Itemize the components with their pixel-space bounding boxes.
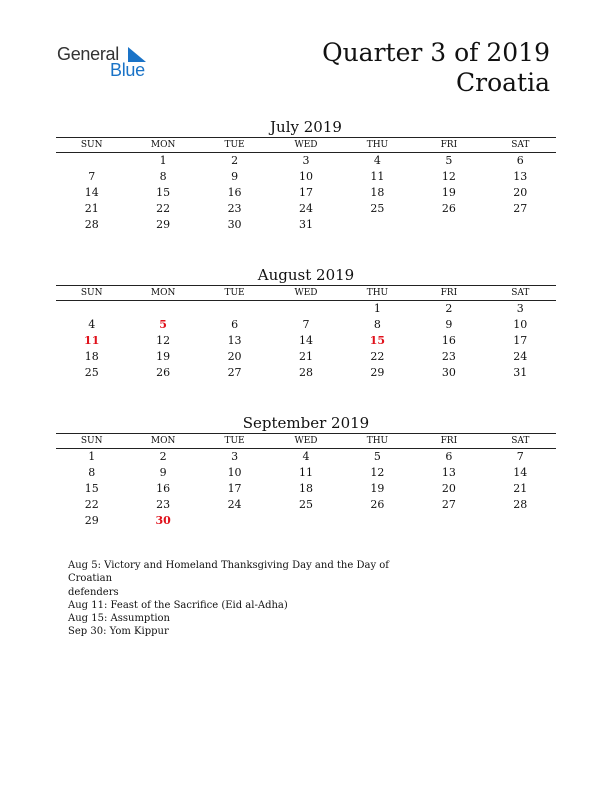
day-cell: 9 <box>159 466 167 479</box>
weekday-label: TUE <box>224 436 245 446</box>
weekday-label: THU <box>366 288 389 298</box>
day-cell: 31 <box>513 366 528 379</box>
month-title: September 2019 <box>242 414 370 432</box>
day-cell: 1 <box>88 450 96 463</box>
day-cell: 2 <box>445 302 453 315</box>
empty-day-cell <box>413 217 484 233</box>
day-cell: 8 <box>159 170 167 183</box>
day-cell: 14 <box>513 466 528 479</box>
holiday-note: Aug 15: Assumption <box>68 613 171 625</box>
day-cell: 4 <box>373 154 381 167</box>
day-cell: 7 <box>302 318 310 331</box>
weekday-label: SAT <box>511 140 530 150</box>
day-cell: 24 <box>298 202 313 215</box>
weekday-label: SAT <box>511 436 530 446</box>
day-cell: 26 <box>370 498 385 511</box>
day-cell: 8 <box>373 318 381 331</box>
day-cell: 19 <box>156 350 171 363</box>
day-cell: 11 <box>370 170 385 183</box>
day-cell: 29 <box>370 366 385 379</box>
empty-day-cell <box>342 217 413 233</box>
day-cell: 16 <box>227 186 242 199</box>
day-grid <box>56 301 556 381</box>
day-cell: 18 <box>298 482 313 495</box>
day-cell: 20 <box>227 350 242 363</box>
day-cell: 14 <box>298 334 313 347</box>
empty-day-cell <box>485 217 556 233</box>
holiday-note: Sep 30: Yom Kippur <box>68 626 169 638</box>
day-cell: 10 <box>513 318 528 331</box>
day-cell: 17 <box>298 186 313 199</box>
day-cell: 4 <box>88 318 96 331</box>
day-cell: 13 <box>227 334 242 347</box>
logo-text-blue: Blue <box>110 60 145 80</box>
empty-day-cell <box>413 513 484 529</box>
title-country: Croatia <box>456 68 550 97</box>
title-quarter: Quarter 3 of 2019 <box>322 38 550 67</box>
weekday-label: SUN <box>80 288 103 298</box>
day-cell: 13 <box>441 466 456 479</box>
empty-day-cell <box>127 301 198 317</box>
day-cell: 22 <box>156 202 171 215</box>
day-cell: 28 <box>84 218 99 231</box>
day-cell: 22 <box>370 350 385 363</box>
day-cell: 3 <box>516 302 524 315</box>
day-cell: 4 <box>302 450 310 463</box>
day-cell: 9 <box>445 318 453 331</box>
month-title: August 2019 <box>257 266 355 284</box>
day-cell: 16 <box>156 482 171 495</box>
day-cell: 27 <box>441 498 456 511</box>
day-cell: 13 <box>513 170 528 183</box>
page-title <box>322 38 550 98</box>
weekday-header <box>56 434 556 448</box>
weekday-label: FRI <box>440 140 458 150</box>
day-cell: 24 <box>513 350 528 363</box>
day-cell: 23 <box>227 202 242 215</box>
month-july <box>56 117 556 233</box>
weekday-label: WED <box>294 288 318 298</box>
day-cell: 15 <box>84 482 99 495</box>
empty-day-cell <box>199 513 270 529</box>
day-grid <box>56 153 556 233</box>
empty-day-cell <box>199 301 270 317</box>
holiday-day-cell: 30 <box>155 514 171 527</box>
day-cell: 26 <box>441 202 456 215</box>
weekday-label: WED <box>294 140 318 150</box>
holiday-note: Aug 11: Feast of the Sacrifice (Eid al-Adha) <box>68 599 288 611</box>
month-title: July 2019 <box>270 118 342 136</box>
weekday-label: SUN <box>80 140 103 150</box>
day-cell: 21 <box>298 350 313 363</box>
weekday-label: TUE <box>224 140 245 150</box>
day-cell: 19 <box>441 186 456 199</box>
day-cell: 17 <box>513 334 528 347</box>
logo <box>57 44 167 84</box>
empty-day-cell <box>342 513 413 529</box>
day-cell: 29 <box>156 218 171 231</box>
weekday-label: SAT <box>511 288 530 298</box>
day-cell: 2 <box>231 154 239 167</box>
day-cell: 10 <box>227 466 242 479</box>
day-cell: 8 <box>88 466 96 479</box>
weekday-label: WED <box>294 436 318 446</box>
day-cell: 11 <box>298 466 313 479</box>
day-cell: 25 <box>84 366 99 379</box>
weekday-label: SUN <box>80 436 103 446</box>
weekday-header <box>56 286 556 300</box>
empty-day-cell <box>270 301 341 317</box>
empty-day-cell <box>270 513 341 529</box>
weekday-header <box>56 138 556 152</box>
holiday-day-cell: 5 <box>159 318 167 331</box>
day-cell: 6 <box>516 154 524 167</box>
day-cell: 5 <box>373 450 381 463</box>
day-cell: 24 <box>227 498 242 511</box>
day-cell: 25 <box>370 202 385 215</box>
day-cell: 12 <box>156 334 171 347</box>
logo-text-general: General <box>57 44 119 64</box>
day-cell: 29 <box>84 514 99 527</box>
day-cell: 18 <box>370 186 385 199</box>
day-cell: 27 <box>227 366 242 379</box>
weekday-label: MON <box>150 288 176 298</box>
day-grid <box>56 449 556 529</box>
day-cell: 6 <box>445 450 453 463</box>
day-cell: 30 <box>227 218 242 231</box>
day-cell: 28 <box>513 498 528 511</box>
day-cell: 7 <box>516 450 524 463</box>
day-cell: 22 <box>84 498 99 511</box>
day-cell: 10 <box>298 170 313 183</box>
weekday-label: FRI <box>440 288 458 298</box>
holiday-note: Aug 5: Victory and Homeland Thanksgiving Day and the Day of Croatian <box>68 560 389 585</box>
day-cell: 23 <box>156 498 171 511</box>
day-cell: 12 <box>370 466 385 479</box>
day-cell: 23 <box>441 350 456 363</box>
day-cell: 15 <box>156 186 171 199</box>
weekday-label: FRI <box>440 436 458 446</box>
weekday-label: MON <box>150 140 176 150</box>
day-cell: 21 <box>84 202 99 215</box>
day-cell: 1 <box>159 154 167 167</box>
day-cell: 28 <box>298 366 313 379</box>
weekday-label: THU <box>366 140 389 150</box>
weekday-label: THU <box>366 436 389 446</box>
day-cell: 14 <box>84 186 99 199</box>
day-cell: 26 <box>156 366 171 379</box>
day-cell: 17 <box>227 482 242 495</box>
empty-day-cell <box>56 301 127 317</box>
day-cell: 6 <box>231 318 239 331</box>
month-august <box>56 265 556 381</box>
day-cell: 21 <box>513 482 528 495</box>
empty-day-cell <box>485 513 556 529</box>
weekday-label: TUE <box>224 288 245 298</box>
day-cell: 18 <box>84 350 99 363</box>
holiday-day-cell: 15 <box>369 334 386 347</box>
day-cell: 31 <box>298 218 313 231</box>
day-cell: 25 <box>298 498 313 511</box>
day-cell: 20 <box>513 186 528 199</box>
month-september <box>56 413 556 529</box>
day-cell: 19 <box>370 482 385 495</box>
day-cell: 1 <box>373 302 381 315</box>
day-cell: 3 <box>231 450 239 463</box>
day-cell: 27 <box>513 202 528 215</box>
day-cell: 2 <box>159 450 167 463</box>
day-cell: 16 <box>441 334 456 347</box>
day-cell: 30 <box>441 366 456 379</box>
day-cell: 3 <box>302 154 310 167</box>
weekday-label: MON <box>150 436 176 446</box>
day-cell: 12 <box>441 170 456 183</box>
holiday-note: defenders <box>68 586 119 598</box>
day-cell: 7 <box>88 170 96 183</box>
day-cell: 9 <box>231 170 239 183</box>
day-cell: 20 <box>441 482 456 495</box>
day-cell: 5 <box>445 154 453 167</box>
holiday-notes <box>68 559 428 639</box>
holiday-day-cell: 11 <box>84 334 100 347</box>
empty-day-cell <box>56 153 127 169</box>
